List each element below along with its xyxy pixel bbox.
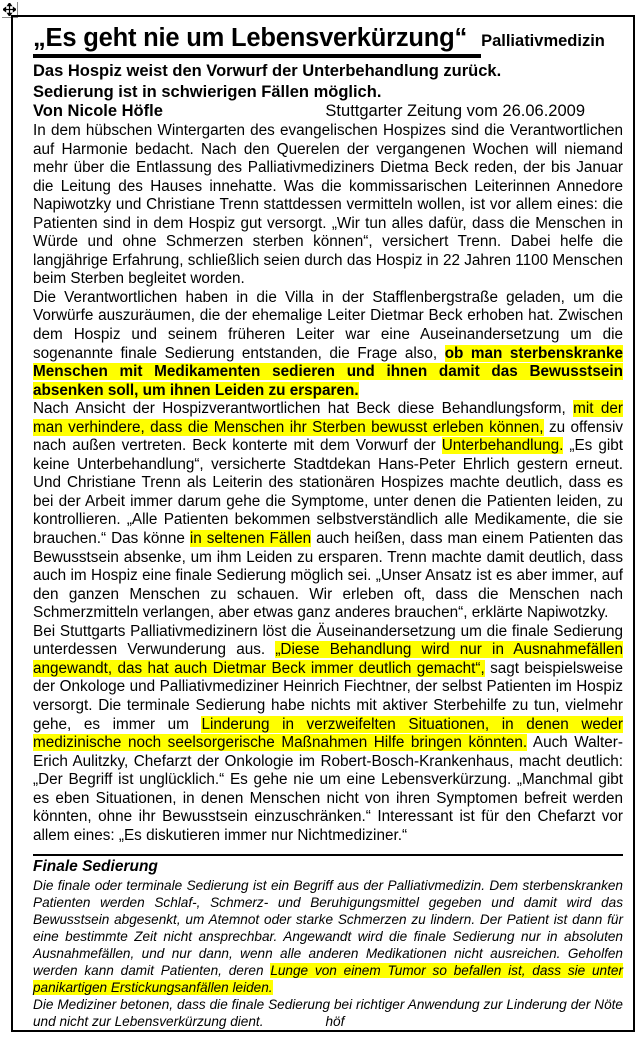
article-title: „Es geht nie um Lebensverkürzung“ xyxy=(33,24,481,58)
highlighted-text: ob man sterbenskranke Menschen mit Medikamenten sedieren und ihnen damit das Bewusstsein absenken soll, um ihnen Leiden zu ersparen. xyxy=(33,344,623,399)
infobox-heading: Finale Sedierung xyxy=(33,858,158,876)
text-run: Nach Ansicht der Hospizverantwortlichen hat Beck diese Behandlungsform, xyxy=(33,400,574,418)
subtitle-line-2: Sedierung ist in schwierigen Fällen möglich. xyxy=(33,82,382,101)
text-run: höf xyxy=(325,1013,345,1029)
infobox-separator xyxy=(33,854,623,856)
title-row xyxy=(33,24,605,58)
paragraph xyxy=(33,623,623,846)
highlighted-text: mit der man verhindere, dass die Menschen ihr Sterben bewusst erleben können, xyxy=(33,400,623,436)
kicker-palliativmedizin: Palliativmedizin xyxy=(481,32,605,50)
infobox-body xyxy=(33,878,623,1030)
highlighted-text: in seltenen Fällen xyxy=(189,530,312,548)
paragraph xyxy=(33,289,623,400)
text-run: „Es gibt keine Unterbehandlung“, versicherte Stadtdekan Hans-Peter Ehrlich gestern erneut. Und Christiane Trenn als Leiterin des stationären Hospizes machte deutlich, dass es bei der Arbeit immer darum gehe die Symptome, unter denen die Patienten leiden, zu kontrollieren. „Alle Patienten bekommen selbstverständlich alle Medikamente, die sie brauchen.“ Das könne xyxy=(33,437,624,548)
paragraph xyxy=(33,122,623,289)
highlighted-text: „Diese Behandlung wird nur in Ausnahmefällen angewandt, das hat auch Dietmar Beck immer deutlich gemacht“, xyxy=(33,641,624,677)
infobox xyxy=(33,858,623,1030)
paragraph xyxy=(33,400,623,623)
highlighted-text: Unterbehandlung. xyxy=(441,437,564,455)
subtitles xyxy=(33,61,623,102)
highlighted-text: Lunge von einem Tumor so befallen ist, dass sie unter panikartigen Erstickungsanfällen leiden. xyxy=(33,962,623,995)
byline: Von Nicole Höfle xyxy=(33,102,163,120)
paragraph xyxy=(33,997,623,1031)
text-run: Die Verantwortlichen haben in die Villa in der Stafflenbergstraße geladen, um die Vorwürfe auszuräumen, die der ehemalige Leiter Dietmar Beck erhoben hat. Zwischen dem Hospiz und seinem früheren Leiter war eine Auseinandersetzung um die sogenannte finale Sedierung entstanden, die Frage also, xyxy=(33,288,623,362)
highlighted-text: Linderung in verzweifelten Situationen, in denen weder medizinische noch seelsorgerische Maßnahmen Hilfe bringen könnten. xyxy=(33,715,623,752)
text-run: Die finale oder terminale Sedierung ist ein Begriff aus der Palliativmedizin. Dem sterbenskranken Patienten werden Schlaf-, Schmerz- und Beruhigungsmittel gegeben und damit wird das Bewusstsein abgesenkt, um Atemnot oder starke Schmerzen zu lindern. Der Patient ist dann für eine bestimmte Zeit nicht ansprechbar. Angewandt wird die finale Sedierung nur in absoluten Ausnahmefällen, und nur dann, wenn alle anderen Medikationen nicht ausreichen. Geholfen werden kann damit Patienten, deren xyxy=(33,878,623,978)
text-run: sagt beispielsweise der Onkologe und Palliativmediziner Heinrich Fiechtner, der selbst Patienten im Hospiz versorgt. Die terminale Sedierung habe nichts mit aktiver Sterbehilfe zu tun, vielmehr gehe, es immer um xyxy=(33,659,623,733)
article-frame xyxy=(11,15,635,1032)
source-date: Stuttgarter Zeitung vom 26.06.2009 xyxy=(325,102,585,120)
article-body xyxy=(33,122,623,845)
byline-row xyxy=(33,102,585,121)
subtitle-line-1: Das Hospiz weist den Vorwurf der Unterbehandlung zurück. xyxy=(33,62,502,80)
text-run: Auch Walter-Erich Aulitzky, Chefarzt der Onkologie im Robert-Bosch-Krankenhaus, macht deutlich: „Der Begriff ist unglücklich.“ Es gehe nie um eine Lebensverkürzung. „Manchmal gibt es eben Situationen, in denen Menschen nicht von ihren Symptomen befreit werden könnten, ohne ihr Bewusstsein einzuschränken.“ Interessant ist für den Chefarzt vor allem eines: „Es diskutieren immer nur Nichtmediziner.“ xyxy=(33,734,623,844)
text-run: auch heißen, dass man einem Patienten das Bewusstsein absenke, um ihm Leiden zu ersparen. Trenn machte damit deutlich, dass auch im Hospiz eine finale Sedierung möglich sei. „Unser Ansatz ist es aber immer, auf den ganzen Menschen zu schauen. Wir erleben oft, dass die Menschen nach Schmerzmitteln verlangen, aber etwas ganz anderes brauchen“, erklärte Napiwotzky. xyxy=(33,530,623,622)
text-run: In dem hübschen Wintergarten des evangelischen Hospizes sind die Verantwortlichen auf Harmonie bedacht. Nach den Querelen der vergangenen Wochen will niemand mehr über die Entlassung des Palliativmediziners Dietma Beck reden, der bis Januar die Leitung des Hauses innehatte. Was die kommissarischen Leiterinnen Annedore Napiwotzky und Christiane Trenn stattdessen vermitteln wollen, ist vor allem eines: die Patienten sind in dem Hospiz gut versorgt. „Wir tun alles dafür, dass die Menschen in Würde und ohne Schmerzen sterben können“, versichert Trenn. Dabei helfe die langjährige Erfahrung, schließlich seien durch das Hospiz in 22 Jahren 1100 Menschen beim Sterben begleitet worden. xyxy=(33,122,623,288)
text-run: zu offensiv nach außen vertreten. Beck konterte mit dem Vorwurf der xyxy=(33,418,623,455)
text-run: Die Mediziner betonen, dass die finale Sedierung bei richtiger Anwendung zur Linderung der Nöte und nicht zur Lebensverkürzung dient. xyxy=(33,996,623,1029)
text-run: Bei Stuttgarts Palliativmedizinern löst die Äuseinandersetzung um die finale Sedierung unterdessen Verwunderung aus. xyxy=(33,622,623,659)
paragraph xyxy=(33,878,623,996)
